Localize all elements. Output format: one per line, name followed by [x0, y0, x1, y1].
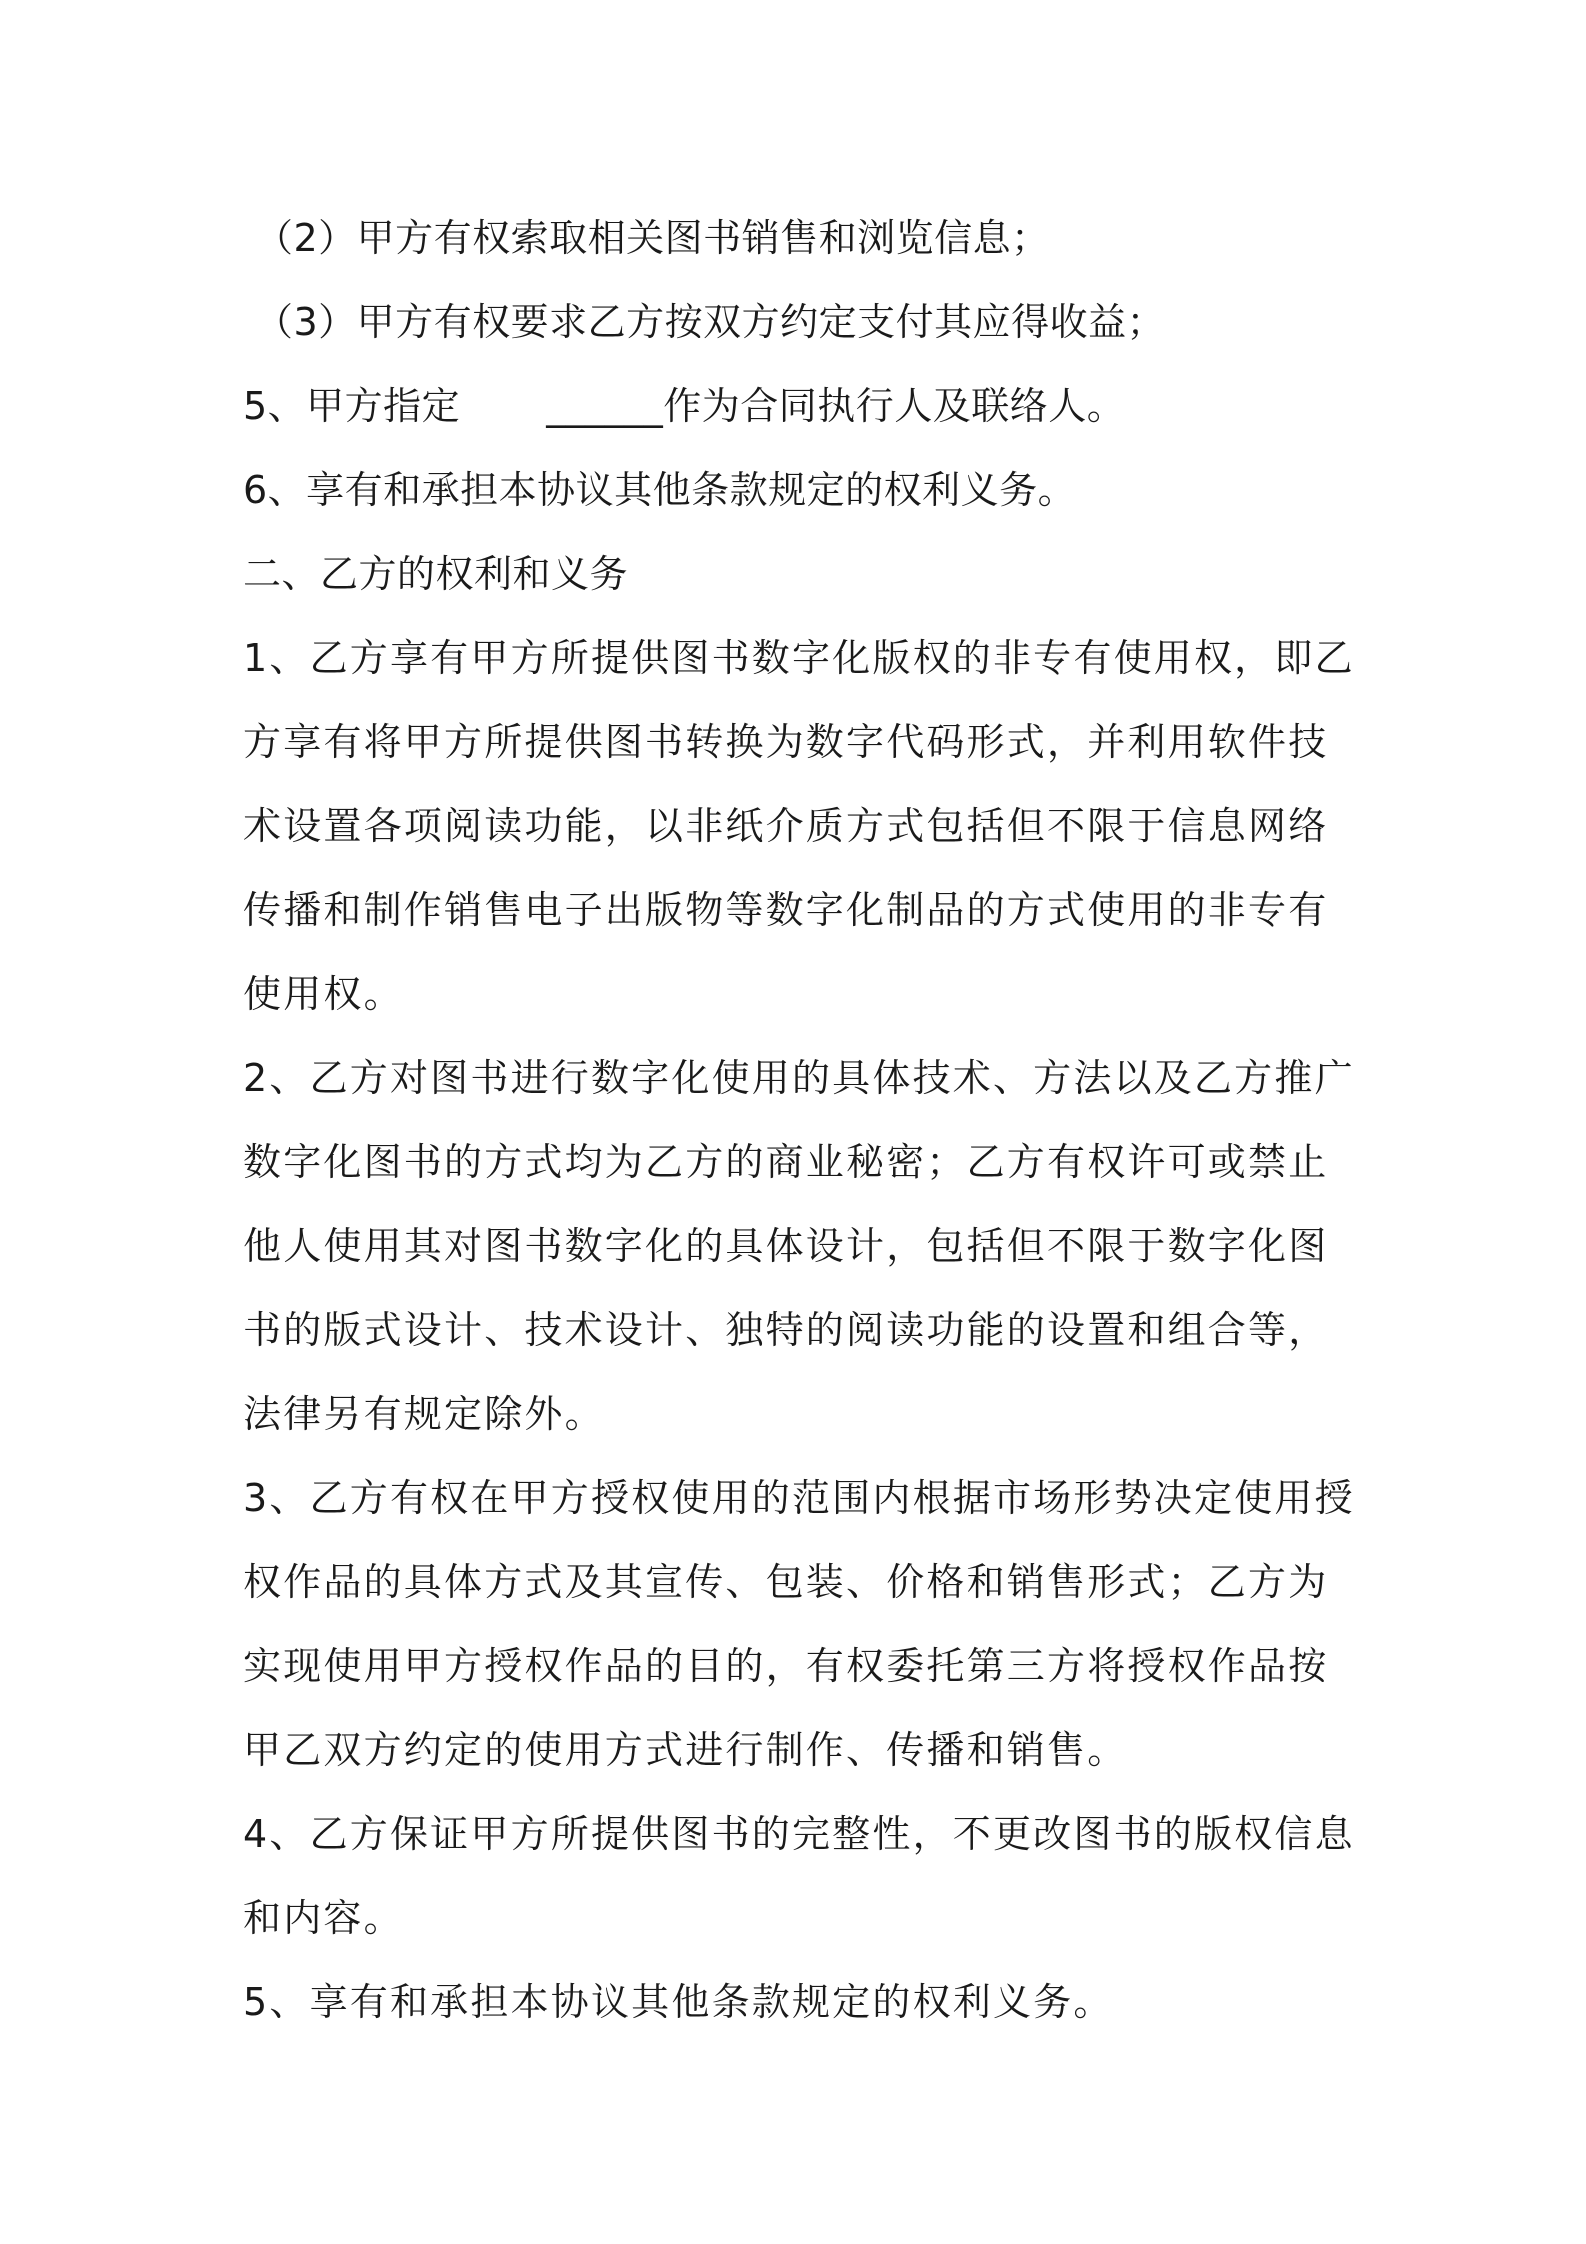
clause-5-contact [243, 364, 1358, 448]
section-heading-party-b: 二、乙方的权利和义务 [243, 552, 629, 596]
document-body [243, 196, 1358, 2044]
clause-b3: 3、乙方有权在甲方授权使用的范围内根据市场形势决定使用授权作品的具体方式及其宣传、包装、价格和销售形式；乙方为实现使用甲方授权作品的目的，有权委托第三方将授权作品按甲乙双方约定的使用方式进行制作、传播和销售。 [243, 1476, 1355, 1772]
clause-5-prefix: 5、甲方指定 [243, 384, 461, 428]
clause-b1: 1、乙方享有甲方所提供图书数字化版权的非专有使用权，即乙方享有将甲方所提供图书转换为数字代码形式，并利用软件技术设置各项阅读功能，以非纸介质方式包括但不限于信息网络传播和制作销售电子出版物等数字化制品的方式使用的非专有使用权。 [243, 636, 1355, 1016]
clause-b4: 4、乙方保证甲方所提供图书的完整性，不更改图书的版权信息和内容。 [243, 1812, 1355, 1940]
clause-a3: （3）甲方有权要求乙方按双方约定支付其应得收益； [255, 300, 1166, 344]
clause-a2: （2）甲方有权索取相关图书销售和浏览信息； [255, 216, 1050, 260]
clause-b2: 2、乙方对图书进行数字化使用的具体技术、方法以及乙方推广数字化图书的方式均为乙方的商业秘密；乙方有权许可或禁止他人使用其对图书数字化的具体设计，包括但不限于数字化图书的版式设计、技术设计、独特的阅读功能的设置和组合等，法律另有规定除外。 [243, 1056, 1355, 1436]
clause-6: 6、享有和承担本协议其他条款规定的权利义务。 [243, 468, 1077, 512]
clause-5-suffix: 作为合同执行人及联络人。 [663, 384, 1126, 428]
contact-blank-field: ______ [546, 384, 664, 428]
clause-b5: 5、享有和承担本协议其他条款规定的权利义务。 [243, 1980, 1114, 2024]
